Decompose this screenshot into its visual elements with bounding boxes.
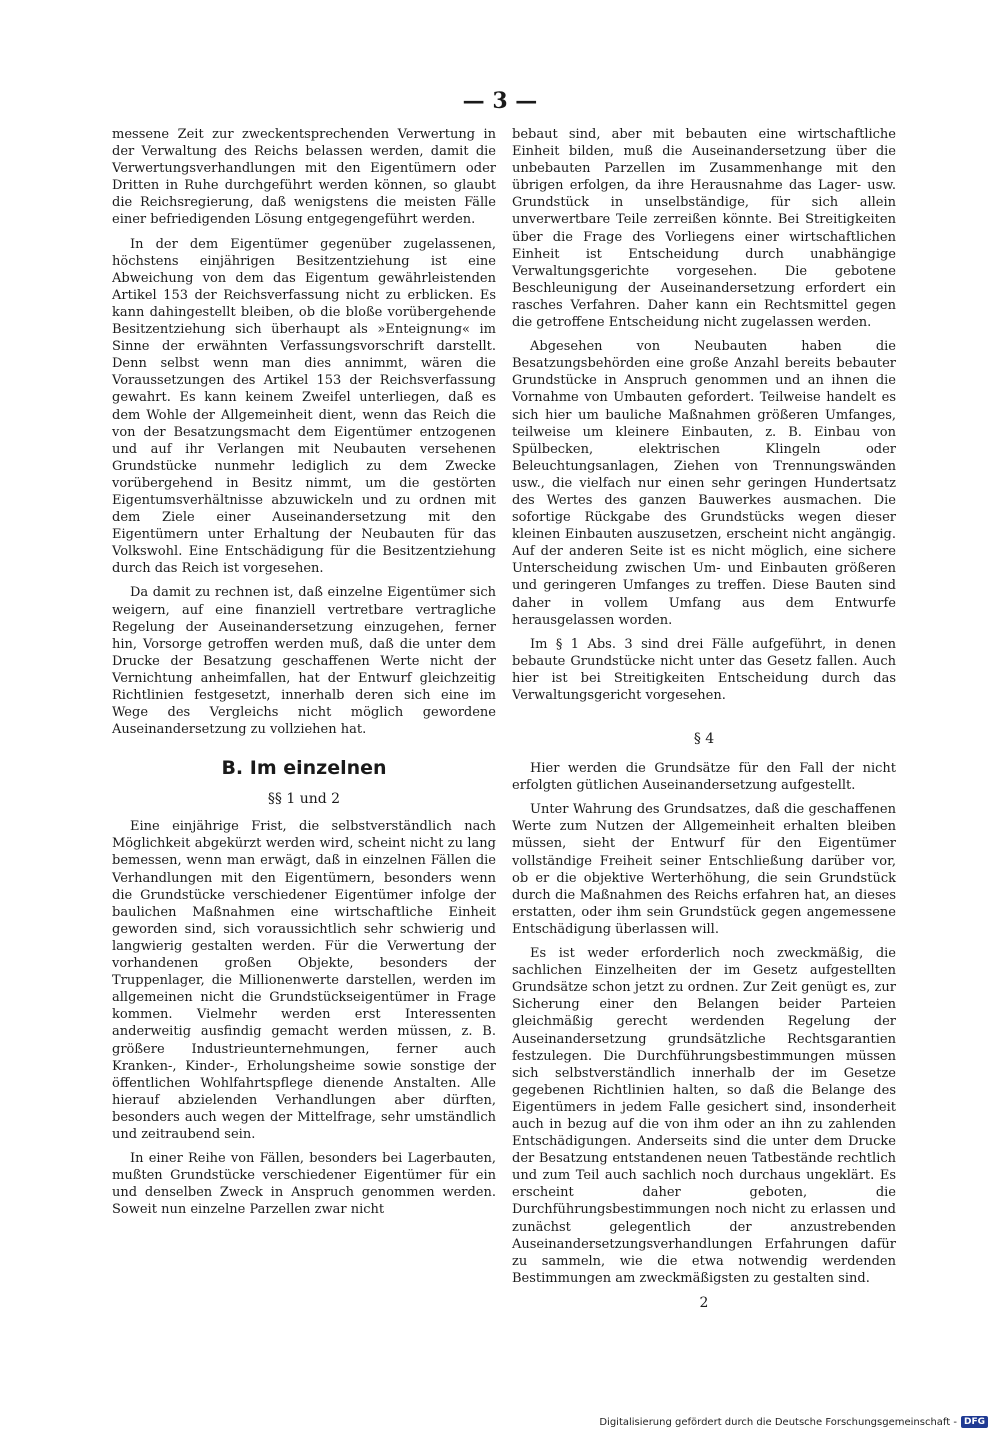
paragraph: bebaut sind, aber mit bebauten eine wirtschaftliche Einheit bilden, muß die Auseinandersetzung über die unbebauten Parzellen im Zusammenhange mit den übrigen erfolgen, da ihre Herausnahme das Lager- usw. Grundstück in unselbständige, für sich allein unverwertbare Teile zerreißen könnte. Bei Streitigkeiten über die Frage des Vorliegens einer wirtschaftlichen Einheit ist Entscheidung durch unabhängige Verwaltungsgerichte vorgesehen. Die gebotene Beschleunigung der Auseinandersetzung erfordert ein rasches Verfahren. Daher kann ein Rechtsmittel gegen die getroffene Entscheidung nicht zugelassen werden. [512, 127, 896, 331]
section-number-heading: § 4 [693, 731, 715, 748]
dfg-logo: DFG [961, 1416, 988, 1428]
right-column [512, 126, 896, 1312]
paragraph: Abgesehen von Neubauten haben die Besatzungsbehörden eine große Anzahl bereits bebauter Grundstücke in Anspruch genommen und an ihnen die Vornahme von Umbauten gefordert. Teilweise handelt es sich hier um bauliche Maßnahmen größeren Umfanges, teilweise um kleinere Einbauten, z. B. Einbau von Spülbecken, elektrischen Klingeln oder Beleuchtungsanlagen, Ziehen von Trennungswänden usw., die vielfach nur einen sehr geringen Hundertsatz des Wertes des ganzen Bauwerkes ausmachen. Die sofortige Rückgabe des Grundstücks wegen dieser kleinen Einbauten auszusetzen, erscheint nicht angängig. Auf der anderen Seite ist es nicht möglich, eine sichere Unterscheidung zwischen Um- und Einbauten größeren und geringeren Umfanges zu treffen. Diese Bauten sind daher in vollem Umfang aus dem Entwurfe herausgelassen worden. [512, 339, 896, 628]
paragraph: Im § 1 Abs. 3 sind drei Fälle aufgeführt, in denen bebaute Grundstücke nicht unter das Gesetz fallen. Auch hier ist bei Streitigkeiten Entscheidung durch das Verwaltungsgericht vorgesehen. [512, 636, 896, 703]
left-column [112, 126, 496, 1225]
paragraph: Hier werden die Grundsätze für den Fall der nicht erfolgten gütlichen Auseinandersetzung aufgestellt. [512, 761, 896, 794]
paragraph: Unter Wahrung des Grundsatzes, daß die geschaffenen Werte zum Nutzen der Allgemeinheit erhalten bleiben müssen, sieht der Entwurf für den Eigentümer vollständige Freiheit seiner Entschließung darüber vor, ob er die objektive Werterhöhung, die sein Grundstück durch die Maßnahmen des Reichs erfahren hat, an dieses erstatten, oder ihm sein Grundstück gegen angemessene Entschädigung überlassen will. [512, 802, 896, 937]
section-heading: B. Im einzelnen [221, 757, 387, 780]
signature-mark: 2 [699, 1294, 709, 1311]
paragraph: Eine einjährige Frist, die selbstverständlich nach Möglichkeit abgekürzt werden wird, scheint nicht zu lang bemessen, wenn man erwägt, daß in einzelnen Fällen die Verhandlungen mit den Eigentümern, besonders wenn die Grundstücke verschiedener Eigentümer infolge der baulichen Maßnahmen eine wirtschaftliche Einheit geworden sind, sich voraussichtlich sehr schwierig und langwierig gestalten werden. Für die Verwertung der vorhandenen großen Objekte, besonders der Truppenlager, die Millionenwerte darstellen, werden im allgemeinen nicht die Grundstückseigentümer in Frage kommen. Vielmehr werden erst Interessenten anderweitig ausfindig gemacht werden müssen, z. B. größere Industrieunternehmungen, ferner auch Kranken-, Kinder-, Erholungsheime sowie sonstige der öffentlichen Wohlfahrtspflege dienende Anstalten. Alle hierauf abzielenden Verhandlungen aber dürften, besonders auch wegen der Mittelfrage, sehr umständlich und zeitraubend sein. [112, 819, 496, 1142]
digitization-footer [599, 1416, 988, 1428]
page-number: — 3 — [462, 88, 538, 114]
paragraph: Es ist weder erforderlich noch zweckmäßig, die sachlichen Einzelheiten der im Gesetz aufgestellten Grundsätze schon jetzt zu ordnen. Zur Zeit genügt es, zur Sicherung einer den Belangen beider Parteien gleichmäßig gerecht werdenden Regelung der Auseinandersetzung grundsätzliche Rechtsgarantien festzulegen. Die Durchführungsbestimmungen müssen sich selbstverständlich innerhalb der im Gesetze gegebenen Richtlinien halten, so daß die Belange des Eigentümers in jedem Falle gesichert sind, insonderheit auch in bezug auf die von ihm oder an ihn zu zahlenden Entschädigungen. Anderseits sind die unter dem Drucke der Besatzung entstandenen neuen Tatbestände rechtlich und zum Teil auch sachlich noch durchaus ungeklärt. Es erscheint daher geboten, die Durchführungsbestimmungen noch nicht zu erlassen und zunächst gelegentlich der anzustrebenden Auseinandersetzungsverhandlungen Erfahrungen dafür zu sammeln, wie die etwa notwendig werdenden Bestimmungen am zweckmäßigsten zu gestalten sind. [512, 946, 896, 1286]
paragraph: In einer Reihe von Fällen, besonders bei Lagerbauten, mußten Grundstücke verschiedener Eigentümer für ein und denselben Zweck in Anspruch genommen werden. Soweit nun einzelne Parzellen zwar nicht [112, 1151, 496, 1218]
footer-text: Digitalisierung gefördert durch die Deutsche Forschungsgemeinschaft - [599, 1416, 957, 1428]
subsection-heading: §§ 1 und 2 [267, 791, 341, 808]
paragraph: messene Zeit zur zweckentsprechenden Verwertung in der Verwaltung des Reichs belassen werden, damit die Verwertungsverhandlungen mit den Eigentümern oder Dritten in Ruhe durchgeführt werden können, so glaubt die Reichsregierung, daß wenigstens die meisten Fälle einer befriedigenden Lösung entgegengeführt werden. [112, 127, 496, 228]
paragraph: Da damit zu rechnen ist, daß einzelne Eigentümer sich weigern, auf eine finanziell vertretbare vertragliche Regelung der Auseinandersetzung einzugehen, ferner hin, Vorsorge getroffen werden muß, daß die unter dem Drucke der Besatzung geschaffenen Werte nicht der Vernichtung anheimfallen, hat der Entwurf gleichzeitig Richtlinien festgesetzt, innerhalb deren sich eine im Wege des Vergleichs nicht möglich gewordene Auseinandersetzung zu vollziehen hat. [112, 585, 496, 738]
paragraph: In der dem Eigentümer gegenüber zugelassenen, höchstens einjährigen Besitzentziehung ist eine Abweichung von dem das Eigentum gewährleistenden Artikel 153 der Reichsverfassung nicht zu erblicken. Es kann dahingestellt bleiben, ob die bloße vorübergehende Besitzentziehung sich überhaupt als »Enteignung« im Sinne der erwähnten Verfassungsvorschrift darstellt. Denn selbst wenn man dies annimmt, wären die Voraussetzungen des Artikel 153 der Reichsverfassung gewahrt. Es kann keinem Zweifel unterliegen, daß es dem Wohle der Allgemeinheit dient, wenn das Reich die von der Besatzungsmacht dem Eigentümer entzogenen und auf ihr Verlangen mit Neubauten versehenen Grundstücke nunmehr lediglich zu dem Zwecke vorübergehend in Besitz nimmt, um die gestörten Eigentumsverhältnisse abzuwickeln und zu ordnen mit dem Ziele einer Auseinandersetzung mit den Eigentümern unter Erhaltung der Neubauten für das Volkswohl. Eine Entschädigung für die Besitzentziehung durch das Reich ist vorgesehen. [112, 236, 496, 577]
